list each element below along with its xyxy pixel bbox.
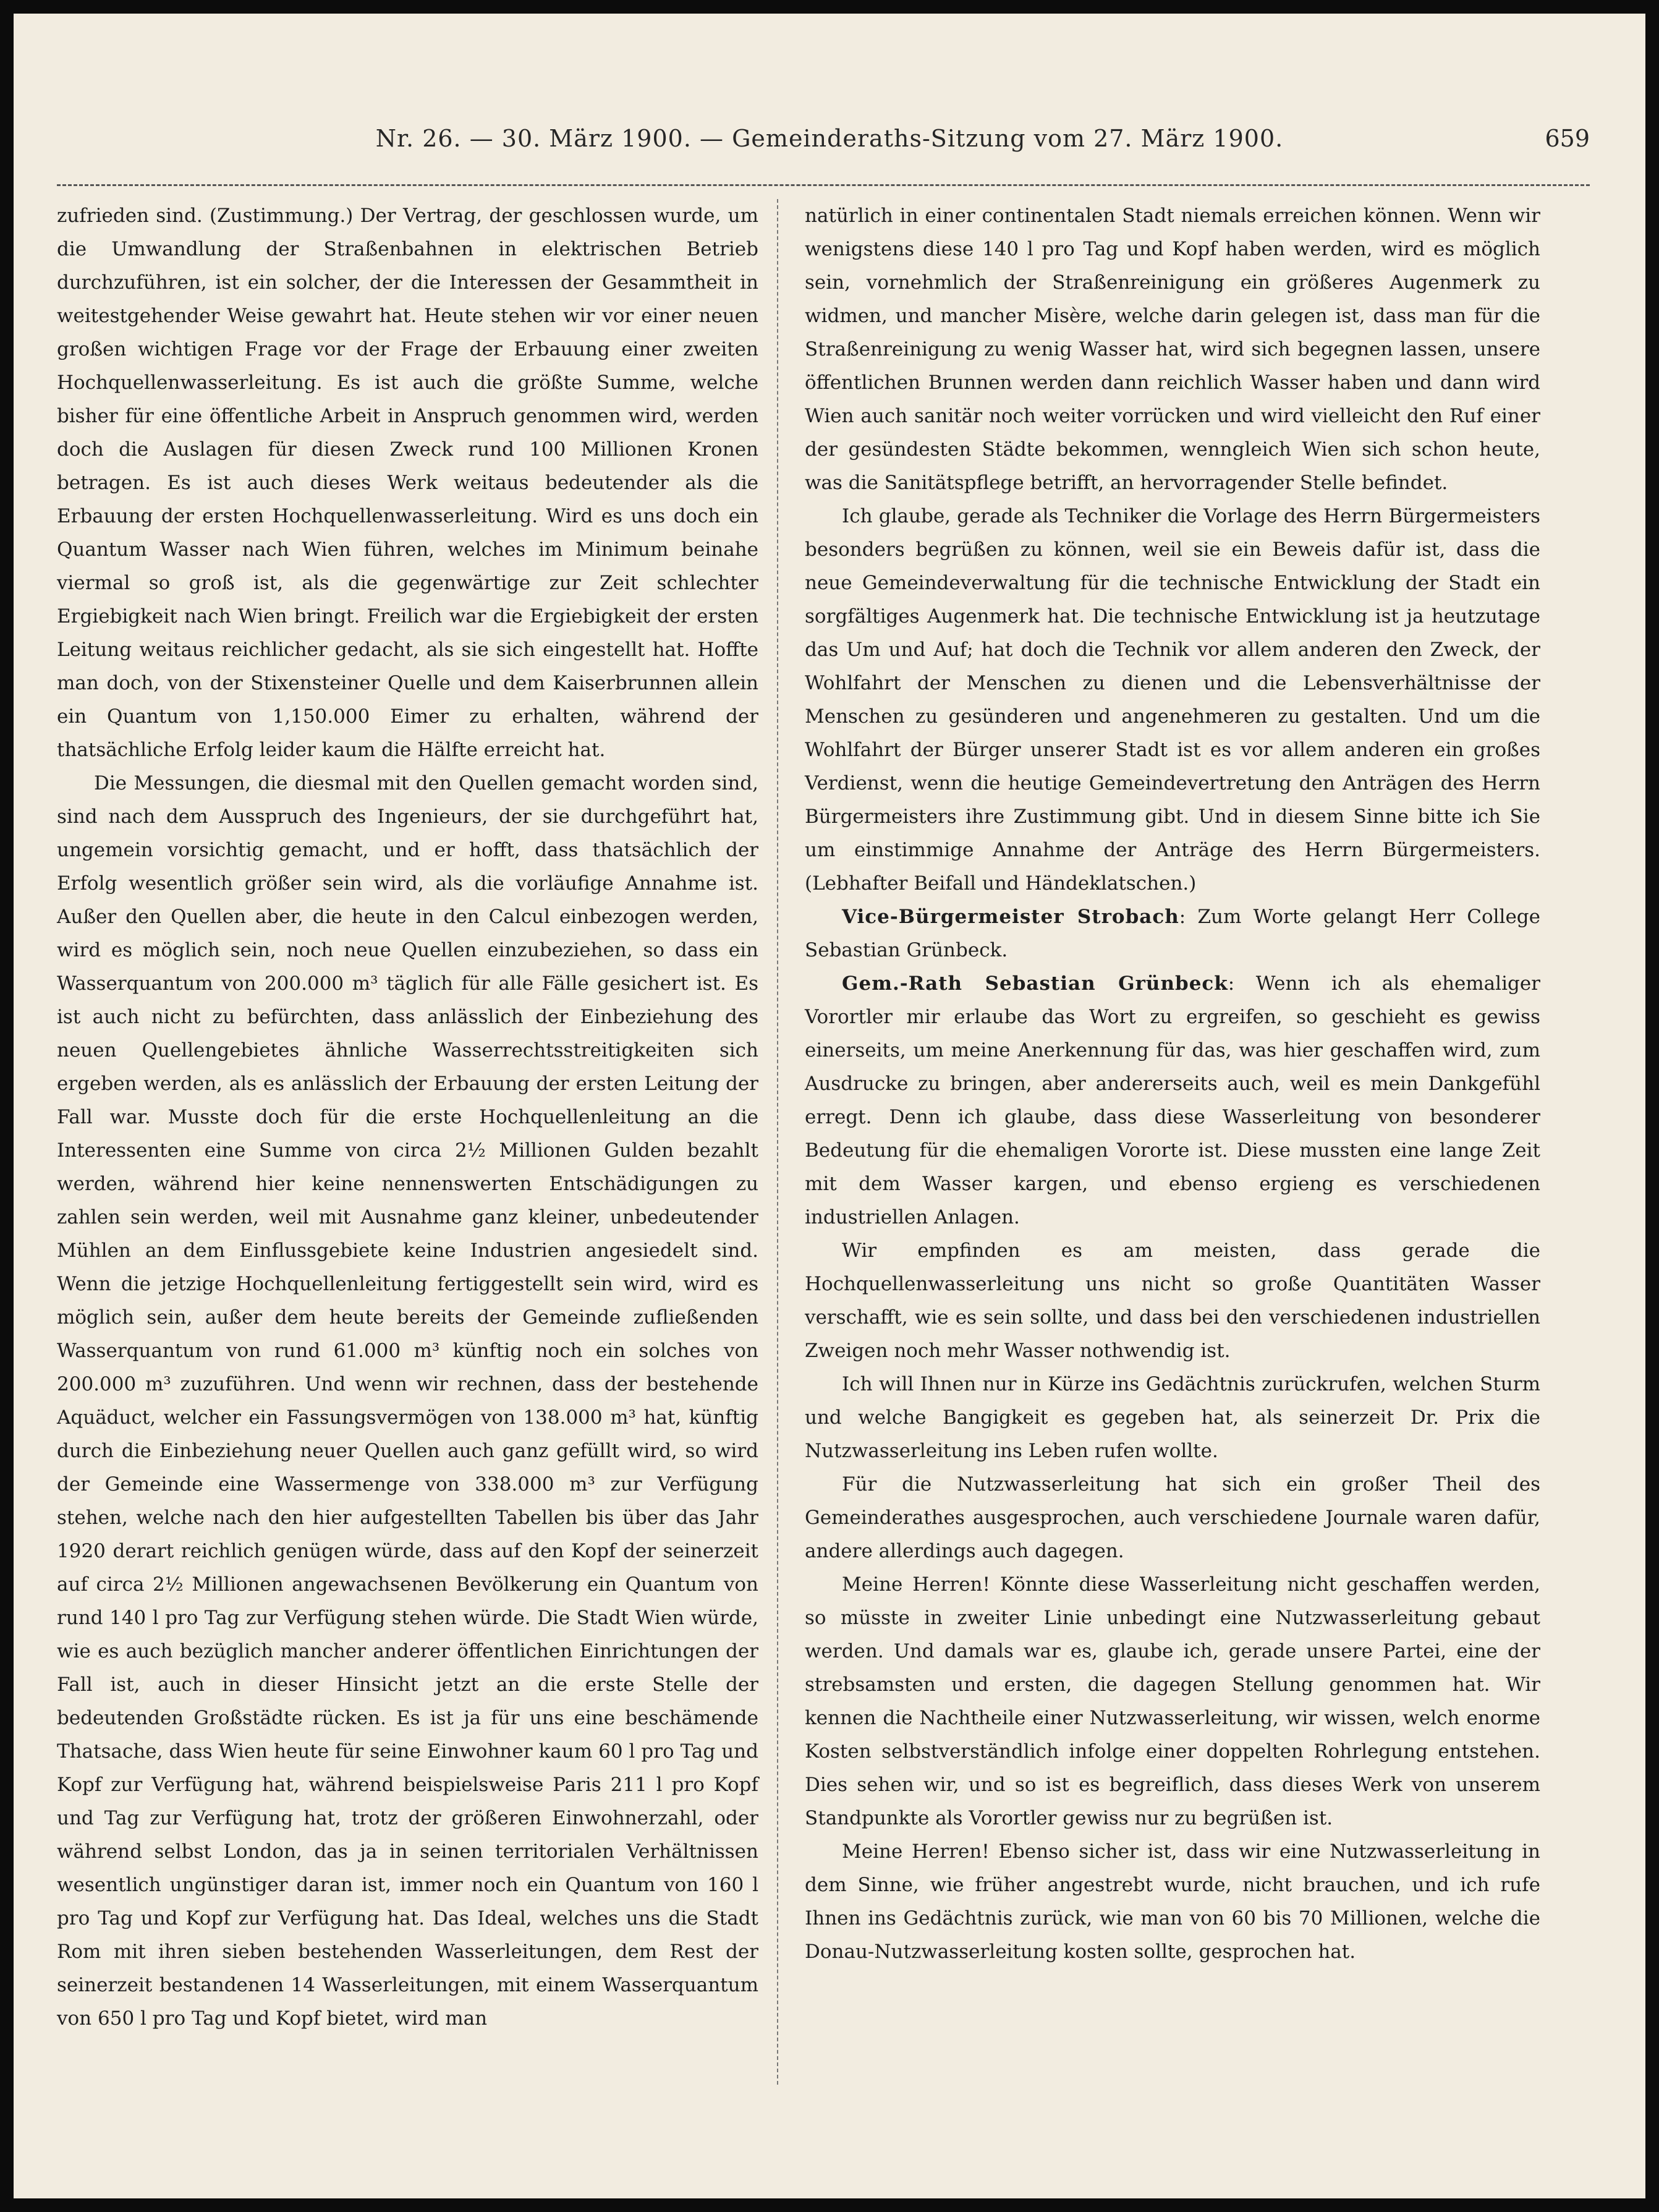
paragraph: Die Messungen, die diesmal mit den Quellen gemacht worden sind, sind nach dem Ausspruch des Ingenieurs, der sie durchgeführt hat, ungemein vorsichtig gemacht, und er hofft, dass thatsächlich der Erfolg wesentlich größer sein wird, als die vorläufige Annahme ist. Außer den Quellen aber, die heute in den Calcul einbezogen werden, wird es möglich sein, noch neue Quellen einzubeziehen, so dass ein Wasserquantum von 200.000 m³ täglich für alle Fälle gesichert ist. Es ist auch nicht zu befürchten, dass anlässlich der Einbeziehung des neuen Quellengebietes ähnliche Wasserrechtsstreitigkeiten sich ergeben werden, als es anlässlich der Erbauung der ersten Leitung der Fall war. Musste doch für die erste Hochquellenleitung an die Interessenten eine Summe von circa 2½ Millionen Gulden bezahlt werden, während hier keine nennenswerten Entschädigungen zu zahlen sein werden, weil mit Ausnahme ganz kleiner, unbedeutender Mühlen an dem Einflussgebiete keine Industrien angesiedelt sind. Wenn die jetzige Hochquellenleitung fertiggestellt sein wird, wird es möglich sein, außer dem heute bereits der Gemeinde zufließenden Wasserquantum von rund 61.000 m³ künftig noch ein solches von 200.000 m³ zuzuführen. Und wenn wir rechnen, dass der bestehende Aquäduct, welcher ein Fassungsvermögen von 138.000 m³ hat, künftig durch die Einbeziehung neuer Quellen auch ganz gefüllt wird, so wird der Gemeinde eine Wassermenge von 338.000 m³ zur Verfügung stehen, welche nach den hier aufgestellten Tabellen bis über das Jahr 1920 derart reichlich genügen würde, dass auf den Kopf der seinerzeit auf circa 2½ Millionen angewachsenen Bevölkerung ein Quantum von rund 140 l pro Tag zur Verfügung stehen würde. Die Stadt Wien würde, wie es auch bezüglich mancher anderer öffentlichen Einrichtungen der Fall ist, auch in dieser Hinsicht jetzt an die erste Stelle der bedeutenden Großstädte rücken. Es ist ja für uns eine beschämende Thatsache, dass Wien heute für seine Einwohner kaum 60 l pro Tag und Kopf zur Verfügung hat, während beispielsweise Paris 211 l pro Kopf und Tag zur Verfügung hat, trotz der größeren Einwohnerzahl, oder während selbst London, das ja in seinen territorialen Verhältnissen wesentlich ungünstiger daran ist, immer noch ein Quantum von 160 l pro Tag und Kopf zur Verfügung hat. Das Ideal, welches uns die Stadt Rom mit ihren sieben bestehenden Wasserleitungen, dem Rest der seinerzeit bestandenen 14 Wasserleitungen, mit einem Wasserquantum von 650 l pro Tag und Kopf bietet, wird man (57, 772, 758, 2030)
speech-paragraph (805, 900, 1540, 967)
left-column (57, 199, 758, 2035)
paragraph: Meine Herren! Ebenso sicher ist, dass wir eine Nutzwasserleitung in dem Sinne, wie früher angestrebt wurde, nicht brauchen, und ich rufe Ihnen ins Gedächtnis zurück, wie man von 60 bis 70 Millionen, welche die Donau-Nutzwasserleitung kosten sollte, gesprochen hat. (805, 1840, 1540, 1963)
speech-paragraph (805, 967, 1540, 1234)
speaker-name: Vice-Bürgermeister Strobach (842, 906, 1179, 928)
paragraph: Für die Nutzwasserleitung hat sich ein großer Theil des Gemeinderathes ausgesprochen, auch verschiedene Journale waren dafür, andere allerdings auch dagegen. (805, 1473, 1540, 1562)
speech-text: : Zum Worte gelangt Herr College Sebastian Grünbeck. (805, 906, 1540, 961)
page-number: 659 (1545, 125, 1590, 152)
speaker-name: Gem.-Rath Sebastian Grünbeck (842, 972, 1228, 995)
speech-text: : Wenn ich als ehemaliger Vorortler mir erlaube das Wort zu ergreifen, so geschieht es gewiss einerseits, um meine Anerkennung für das, was hier geschaffen wird, zum Ausdrucke zu bringen, aber andererseits auch, weil es mein Dankgefühl erregt. Denn ich glaube, dass diese Wasserleitung von besonderer Bedeutung für die ehemaligen Vororte ist. Diese mussten eine lange Zeit mit dem Wasser kargen, und ebenso ergieng es verschiedenen industriellen Anlagen. (805, 972, 1540, 1228)
paragraph: Ich will Ihnen nur in Kürze ins Gedächtnis zurückrufen, welchen Sturm und welche Bangigkeit es gegeben hat, als seinerzeit Dr. Prix die Nutzwasserleitung ins Leben rufen wollte. (805, 1373, 1540, 1462)
paragraph: Ich glaube, gerade als Techniker die Vorlage des Herrn Bürgermeisters besonders begrüßen zu können, weil sie ein Beweis dafür ist, dass die neue Gemeindeverwaltung für die technische Entwicklung der Stadt ein sorgfältiges Augenmerk hat. Die technische Entwicklung ist ja heutzutage das Um und Auf; hat doch die Technik vor allem anderen den Zweck, der Wohlfahrt der Menschen zu dienen und die Lebensverhältnisse der Menschen zu gesünderen und angenehmeren zu gestalten. Und um die Wohlfahrt der Bürger unserer Stadt ist es vor allem anderen ein großes Verdienst, wenn die heutige Gemeindevertretung den Anträgen des Herrn Bürgermeisters ihre Zustimmung gibt. Und in diesem Sinne bitte ich Sie um einstimmige Annahme der Anträge des Herrn Bürgermeisters. (Lebhafter Beifall und Händeklatschen.) (805, 505, 1540, 895)
paragraph: natürlich in einer continentalen Stadt niemals erreichen können. Wenn wir wenigstens diese 140 l pro Tag und Kopf haben werden, wird es möglich sein, vornehmlich der Straßenreinigung ein größeres Augenmerk zu widmen, und mancher Misère, welche darin gelegen ist, dass man für die Straßenreinigung zu wenig Wasser hat, wird sich begegnen lassen, unsere öffentlichen Brunnen werden dann reichlich Wasser haben und dann wird Wien auch sanitär noch weiter vorrücken und wird vielleicht den Ruf einer der gesündesten Städte bekommen, wenngleich Wien sich schon heute, was die Sanitätspflege betrifft, an hervorragender Stelle befindet. (805, 205, 1540, 494)
running-header (69, 125, 1590, 168)
header-text: Nr. 26. — 30. März 1900. — Gemeinderaths-Sitzung vom 27. März 1900. (375, 125, 1284, 152)
column-divider (777, 199, 778, 2085)
right-column (805, 199, 1540, 1968)
page (14, 14, 1645, 2198)
paragraph: zufrieden sind. (Zustimmung.) Der Vertrag, der geschlossen wurde, um die Umwandlung der Straßenbahnen in elektrischen Betrieb durchzuführen, ist ein solcher, der die Interessen der Gesammtheit in weitestgehender Weise gewahrt hat. Heute stehen wir vor einer neuen großen wichtigen Frage vor der Frage der Erbauung einer zweiten Hochquellenwasserleitung. Es ist auch die größte Summe, welche bisher für eine öffentliche Arbeit in Anspruch genommen wird, werden doch die Auslagen für diesen Zweck rund 100 Millionen Kronen betragen. Es ist auch dieses Werk weitaus bedeutender als die Erbauung der ersten Hochquellenwasserleitung. Wird es uns doch ein Quantum Wasser nach Wien führen, welches im Minimum beinahe viermal so groß ist, als die gegenwärtige zur Zeit schlechter Ergiebigkeit nach Wien bringt. Freilich war die Ergiebigkeit der ersten Leitung weitaus reichlicher gedacht, als sie sich eingestellt hat. Hoffte man doch, von der Stixensteiner Quelle und dem Kaiserbrunnen allein ein Quantum von 1,150.000 Eimer zu erhalten, während der thatsächliche Erfolg leider kaum die Hälfte erreicht hat. (57, 205, 758, 761)
paragraph: Wir empfinden es am meisten, dass gerade die Hochquellenwasserleitung uns nicht so große Quantitäten Wasser verschafft, wie es sein sollte, und dass bei den verschiedenen industriellen Zweigen noch mehr Wasser nothwendig ist. (805, 1240, 1540, 1362)
header-rule (57, 184, 1590, 186)
paragraph: Meine Herren! Könnte diese Wasserleitung nicht geschaffen werden, so müsste in zweiter Linie unbedingt eine Nutzwasserleitung gebaut werden. Und damals war es, glaube ich, gerade unsere Partei, eine der strebsamsten und ersten, die dagegen Stellung genommen hat. Wir kennen die Nachtheile einer Nutzwasserleitung, wir wissen, welch enorme Kosten selbstverständlich infolge einer doppelten Rohrlegung entstehen. Dies sehen wir, und so ist es begreiflich, dass dieses Werk von unserem Standpunkte als Vorortler gewiss nur zu begrüßen ist. (805, 1573, 1540, 1829)
